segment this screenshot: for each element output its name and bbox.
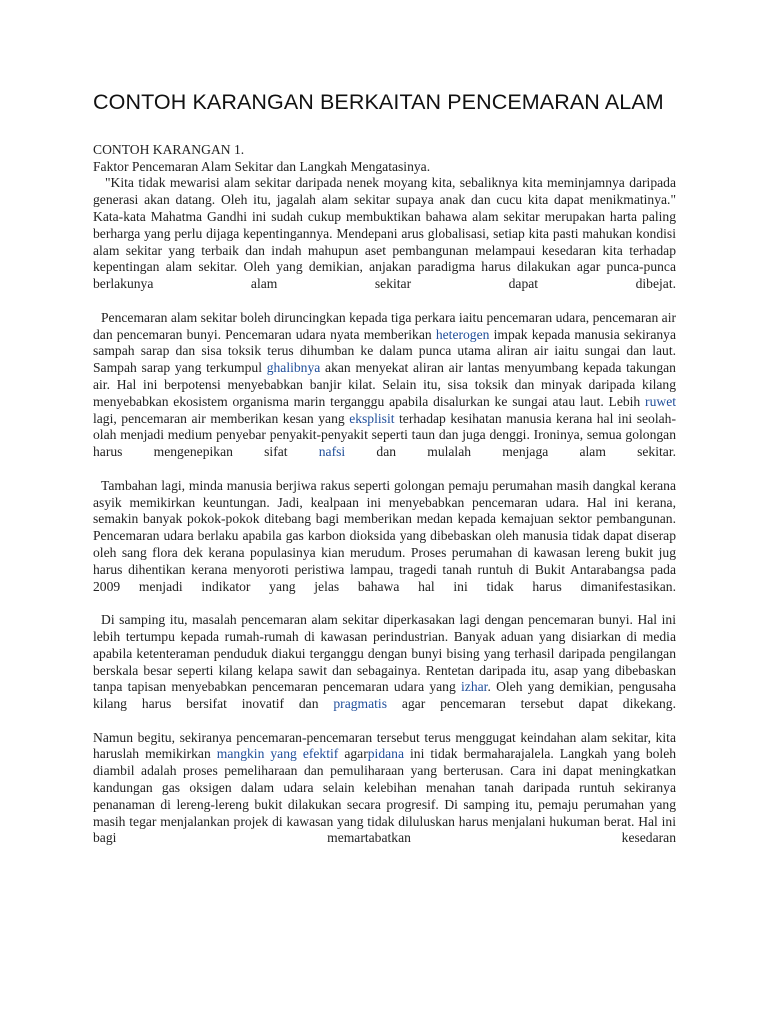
paragraph-2-text-6: dan mulalah menjaga alam sekitar. [376, 444, 676, 460]
paragraph-3-text: Tambahan lagi, minda manusia berjiwa rakus seperti golongan pemaju perumahan masih dangkal kerana asyik memikirkan keuntungan. Jadi, kealpaan ini menyebabkan pencemaran udara. Hal ini kerana, semakin banyak pokok-pokok ditebang bagi memberikan medan kepada kemajuan sektor pembangunan. Pencemaran udara berlaku apabila gas karbon dioksida yang dibebaskan oleh manusia tidak dapat diserap oleh sang flora dek kerana populasinya kian merudum. Proses perumahan di kawasan lereng bukit jug harus dihentikan kerana menyoroti peristiwa lampau, tragedi tanah runtuh di Bukit Antarabangsa pada 2009 menjadi indikator yang jelas bahawa hal ini tidak harus dimanifestasikan. [93, 477, 676, 594]
paragraph-2-text-1: Pencemaran alam sekitar boleh diruncingkan kepada tiga perkara iaitu pencemaran udara, pencemaran air dan pencemaran bunyi. Pencemaran udara nyata memberikan [93, 309, 676, 342]
document-title: CONTOH KARANGAN BERKAITAN PENCEMARAN ALAM [93, 90, 664, 114]
link-ruwet[interactable]: ruwet [645, 393, 676, 409]
paragraph-2-text-3: akan menyekat aliran air lantas menyumbang kepada takungan air. Hal ini berpotensi menyebabkan banjir kilat. Selain itu, sisa toksik dan minyak daripada kilang menyebabkan ekosistem organisma marin terganggu apabila disalurkan ke sungai atau laut. Lebih [93, 360, 676, 409]
link-heterogen[interactable]: heterogen [435, 326, 490, 342]
paragraph-5-text-2: agar [344, 746, 368, 762]
paragraph-2-text-2: impak kepada manusia sekiranya sampah sarap dan sisa toksik terus dihumban ke dalam punca utama aliran air iaitu sungai dan laut. Sampah sarap yang terkumpul [93, 326, 676, 376]
paragraph-4-text-1: Di samping itu, masalah pencemaran alam sekitar diperkasakan lagi dengan pencemaran bunyi. Hal ini lebih tertumpu kepada rumah-rumah di kawasan perindustrian. Banyak aduan yang disiarkan di media apabila ketenteraman penduduk diakui terganggu dengan bunyi bising yang terhasil daripada pengilangan berskala besar seperti kilang kelapa sawit dan sebagainya. Rentetan daripada itu, asap yang dibebaskan tanpa tapisan menyebabkan pencemaran pencemaran udara yang [93, 612, 676, 695]
document-page [93, 90, 676, 847]
paragraph-2 [93, 310, 676, 461]
essay-subheading: Faktor Pencemaran Alam Sekitar dan Langkah Mengatasinya. [93, 158, 431, 174]
link-ghalibnya[interactable]: ghalibnya [266, 360, 321, 376]
link-izhar[interactable]: izhar [461, 679, 488, 695]
link-mangkin-yang-efektif[interactable]: mangkin yang efektif [216, 746, 339, 762]
link-pragmatis[interactable]: pragmatis [333, 696, 387, 712]
paragraph-4-text-2: . Oleh yang demikian, pengusaha kilang harus bersifat inovatif dan [93, 679, 676, 712]
paragraph-4-text-3: agar pencemaran tersebut dapat dikekang. [401, 696, 677, 712]
paragraph-5 [93, 730, 676, 848]
document-body [93, 142, 676, 847]
paragraph-3 [93, 478, 676, 596]
link-nafsi[interactable]: nafsi [318, 444, 346, 460]
paragraph-1-text: "Kita tidak mewarisi alam sekitar daripada nenek moyang kita, sebaliknya kita meminjamnya daripada generasi akan datang. Oleh itu, jagalah alam sekitar supaya anak dan cucu kita dapat menikmatinya." Kata-kata Mahatma Gandhi ini sudah cukup membuktikan bahawa alam sekitar merupakan harta paling berharga yang perlu dijaga kepentingannya. Mendepani arus globalisasi, setiap kita pasti mahukan kondisi alam sekitar yang terbaik dan indah mahupun aset pembangunan melampaui kesedaran kita terhadap kepentingan alam sekitar. Oleh yang demikian, anjakan paradigma harus dilakukan agar punca-punca berlakunya alam sekitar dapat dibejat. [93, 175, 676, 292]
paragraph-4 [93, 612, 676, 713]
paragraph-2-text-5: terhadap kesihatan manusia kerana hal ini seolah-olah menjadi medium penyebar penyakit-penyakit seperti taun dan juga denggi. Ironinya, semua golongan harus mengenepikan sifat [93, 410, 676, 460]
paragraph-1 [93, 175, 676, 293]
link-eksplisit[interactable]: eksplisit [349, 410, 395, 426]
essay-subtitle: CONTOH KARANGAN 1. [93, 141, 245, 157]
paragraph-5-text-3: ini tidak bermaharajalela. Langkah yang boleh diambil adalah proses pemeliharaan dan pemuliharaan yang berterusan. Cara ini dapat meningkatkan kandungan gas oksigen dalam udara selain kelebihan menahan tanah daripada runtuh sekiranya penanaman di lereng-lereng bukit dilakukan secara progresif. Di samping itu, pemaju perumahan yang masih tegar menjalankan projek di kawasan yang tidak diluluskan harus menjalani hukuman berat. Hal ini bagi memartabatkan kesedaran [93, 746, 677, 846]
link-pidana[interactable]: pidana [367, 746, 404, 762]
paragraph-2-text-4: lagi, pencemaran air memberikan kesan yang [93, 410, 345, 426]
paragraph-5-text-1: Namun begitu, sekiranya pencemaran-pencemaran tersebut terus menggugat keindahan alam sekitar, kita haruslah memikirkan [93, 729, 676, 762]
